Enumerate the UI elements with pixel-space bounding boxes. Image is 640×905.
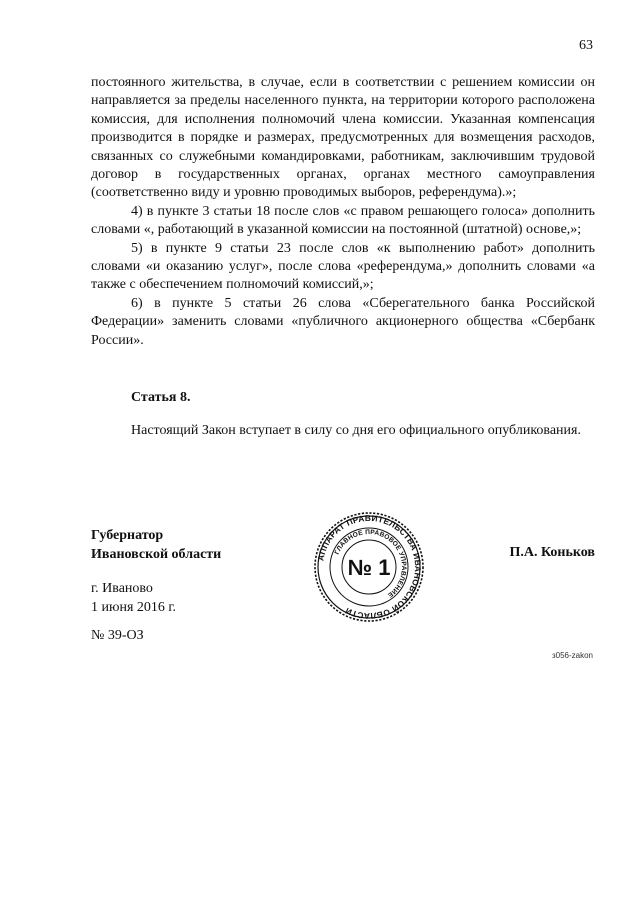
seal-inner-text: ГЛАВНОЕ ПРАВОВОЕ УПРАВЛЕНИЕ [333,528,408,599]
paragraph-continuation: постоянного жительства, в случае, если в соответствии с решением комиссии он направляется за пределы населенного пункта, на территории которого расположена комиссия, для исполнения полномочий члена комиссии. Указанная компенсация производится в порядке и размерах, предусмотренных для возмещения расходов, связанных со служебными командировками, работникам, заключившим трудовой договор в государственных органах, органах местного самоуправления (соответственно виду и уровню проводимых выборов, референдума).»; [91,75,595,201]
signatory-title-line2: Ивановской области [91,547,222,562]
official-seal [314,512,424,622]
place-and-date [91,580,176,617]
seal-number: № 1 [347,555,391,580]
paragraph-item-5: 5) в пункте 9 статьи 23 после слов «к выполнению работ» дополнить словами «и оказанию услуг», после слова «референдума,» дополнить словами «а также с обеспечением полномочий комиссий,»; [91,240,595,293]
final-paragraph: Настоящий Закон вступает в силу со дня его официального опубликования. [131,423,581,438]
paragraph-item-4: 4) в пункте 3 статьи 18 после слов «с правом решающего голоса» дополнить словами «, работающий в указанной комиссии на постоянной (штатной) основе,»; [91,203,595,238]
page-number: 63 [579,38,593,53]
signatory-name: П.А. Коньков [509,545,595,560]
body-text [91,74,595,350]
signatory-title [91,526,221,564]
signatory-title-line1: Губернатор [91,528,164,543]
seal-outer-text: АППАРАТ ПРАВИТЕЛЬСТВА ИВАНОВСКОЙ ОБЛАСТИ [315,512,424,622]
place: г. Иваново [91,581,153,596]
article-title: Статья 8. [131,390,191,405]
paragraph-item-6: 6) в пункте 5 статьи 26 слова «Сберегательного банка Российской Федерации» заменить словами «публичного акционерного общества «Сбербанк России». [91,295,595,348]
law-number: № 39-ОЗ [91,628,144,643]
document-code: з056-zakon [551,651,593,660]
date: 1 июня 2016 г. [91,599,177,615]
